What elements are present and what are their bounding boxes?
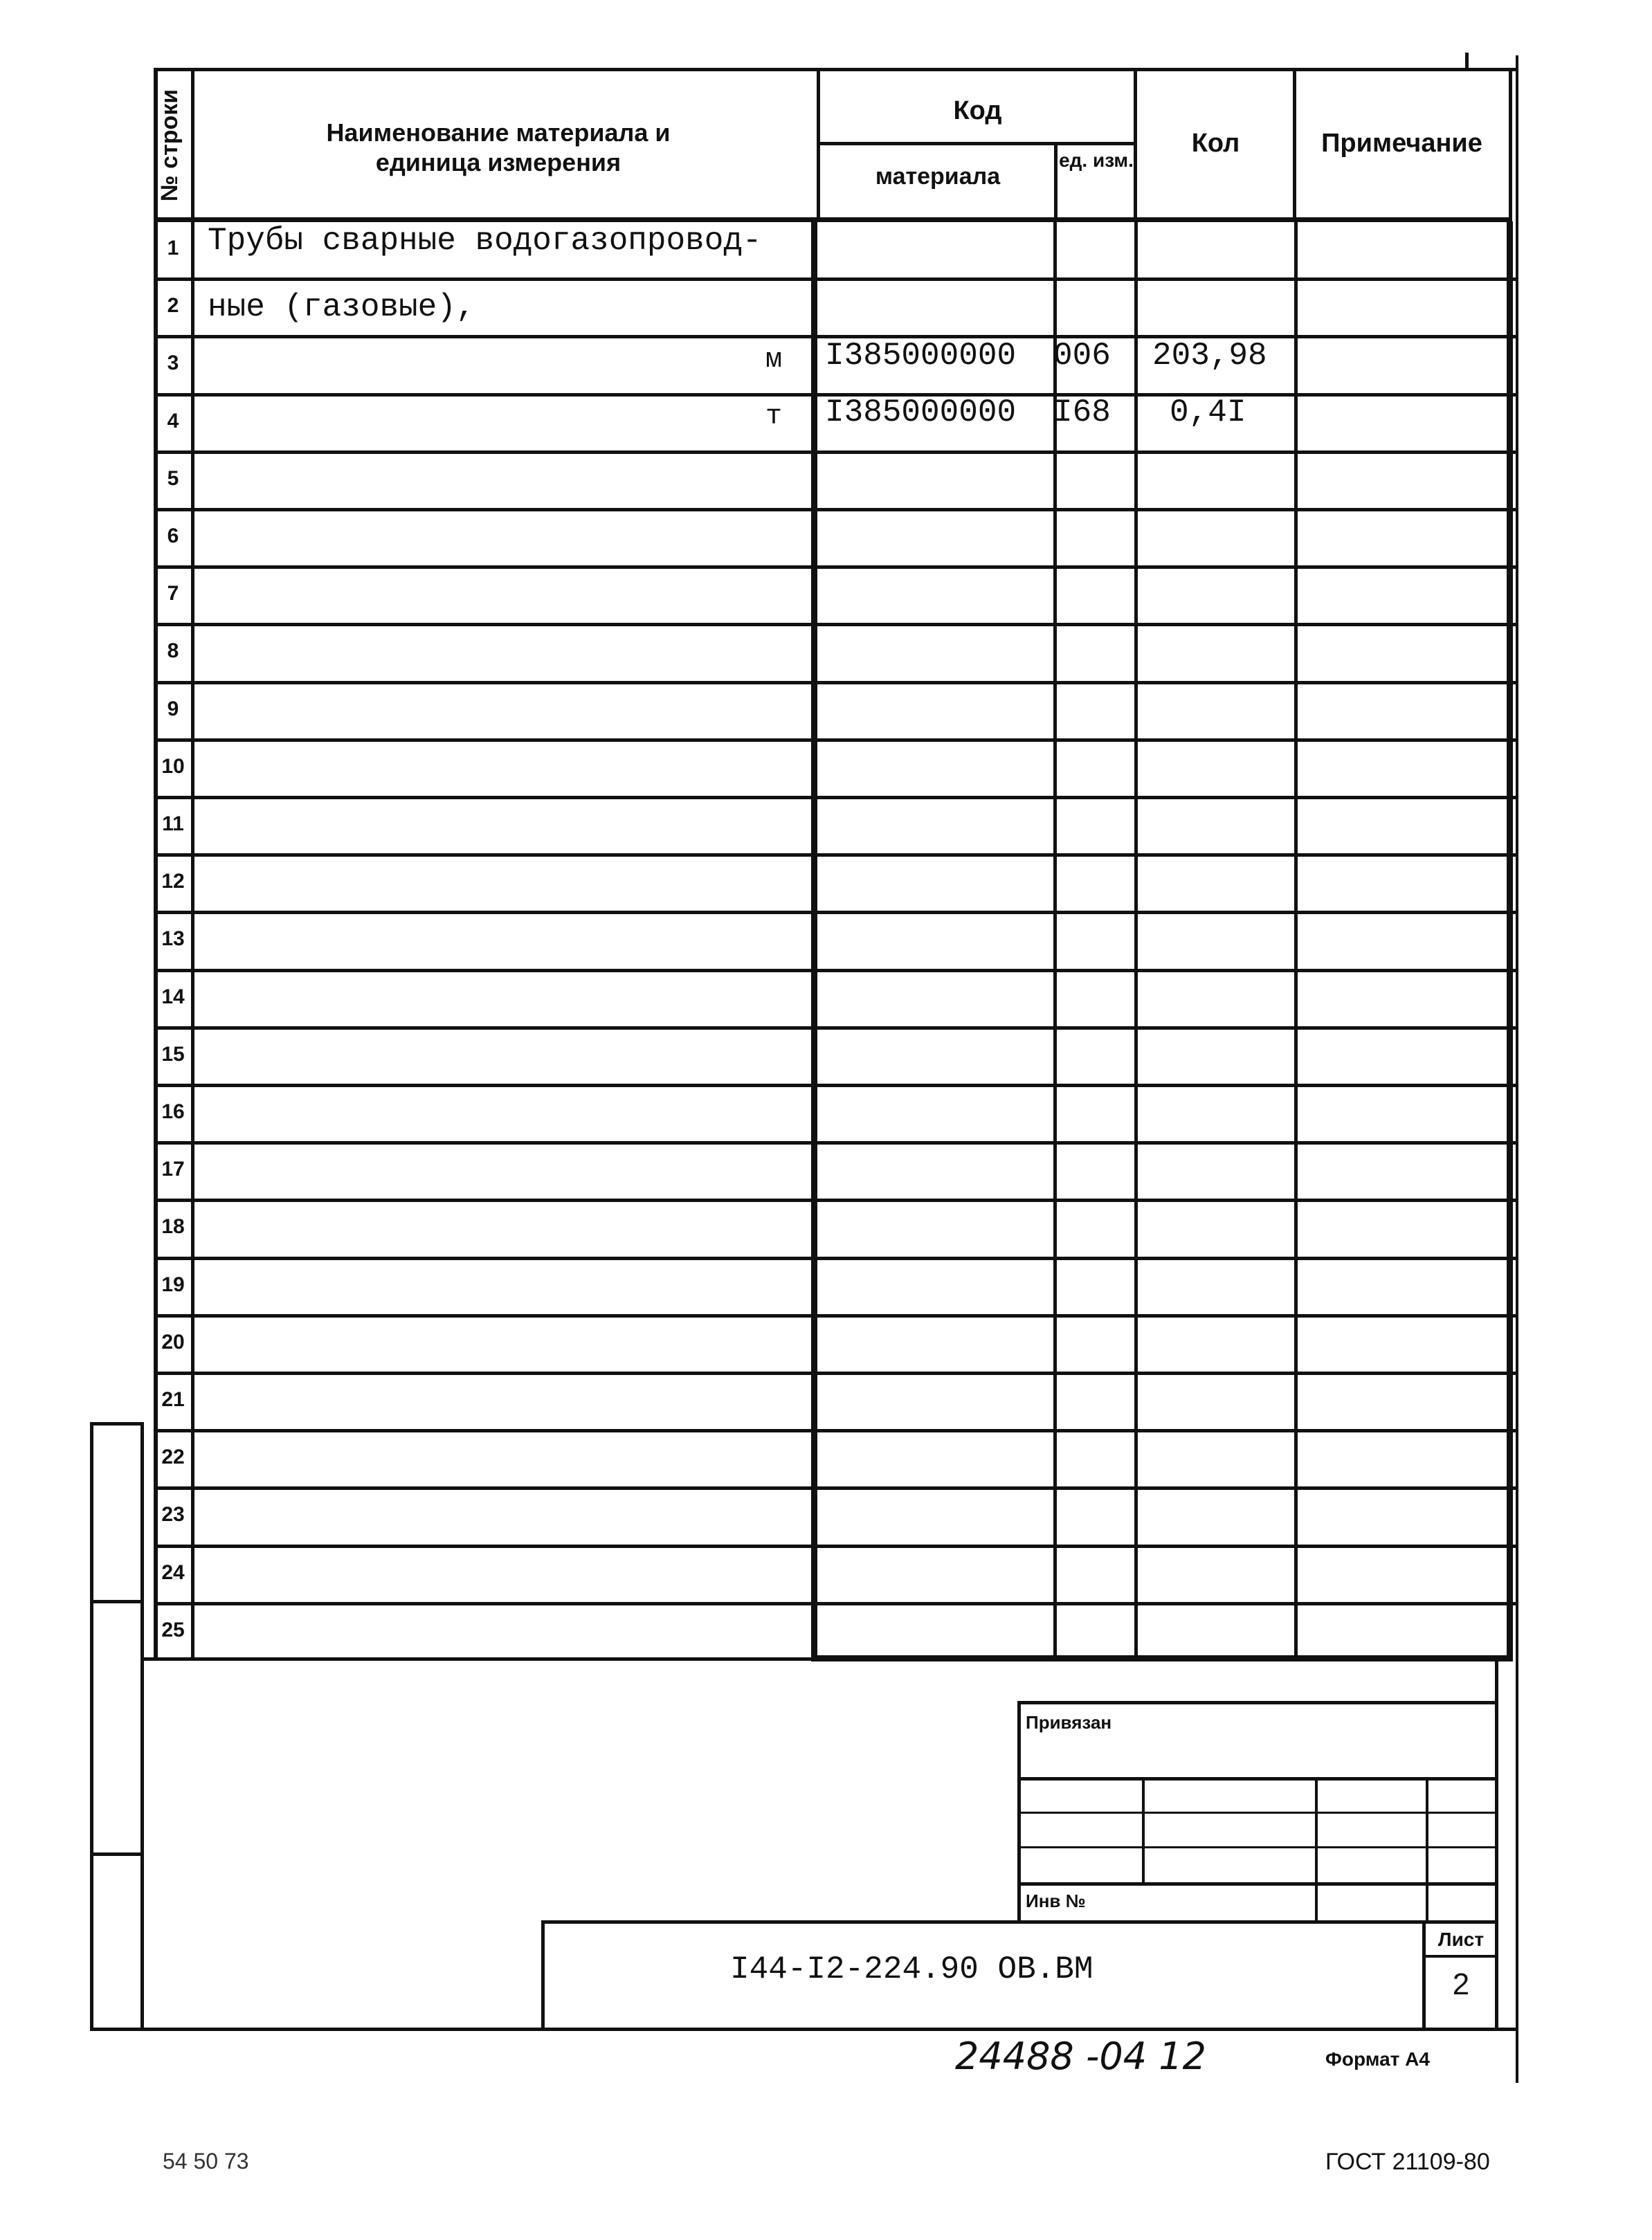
row-separator [154, 1084, 1516, 1087]
row-separator [154, 1026, 1516, 1030]
row-3-unit-label: м [765, 345, 783, 376]
row-number: 1 [167, 237, 179, 259]
row-separator [154, 1199, 1516, 1202]
gost-label: ГОСТ 21109-80 [1325, 2149, 1490, 2175]
row-separator [154, 1486, 1516, 1490]
row-number: 10 [161, 755, 185, 778]
header-code: Код [953, 96, 1002, 125]
row-number: 21 [161, 1388, 185, 1411]
row-separator [154, 450, 1516, 454]
row-2-name: ные (газовые), [208, 289, 475, 325]
row-separator [154, 738, 1516, 742]
inventory-number-label: Инв № [1026, 1891, 1086, 1911]
bottom-left-border [140, 1422, 144, 2031]
document-code: I44-I2-224.90 ОВ.ВМ [730, 1951, 1093, 1987]
row-separator [154, 969, 1516, 972]
row-separator [154, 277, 1516, 281]
row-number: 20 [161, 1331, 185, 1354]
row-separator [154, 1372, 1516, 1375]
row-number: 13 [161, 927, 185, 950]
row-4-unit-label: т [765, 401, 783, 432]
header-code-unit: ед. изм. [1059, 149, 1134, 171]
row-3-unit-code: 006 [1053, 338, 1111, 374]
row-number: 7 [167, 582, 179, 605]
row-number: 25 [161, 1619, 185, 1641]
row-separator [154, 623, 1516, 626]
row-separator [154, 911, 1516, 914]
header-qty: Кол [1191, 129, 1240, 158]
row-number: 18 [161, 1215, 185, 1238]
row-separator [154, 796, 1516, 799]
header-code-material: материала [875, 163, 1001, 190]
row-number: 12 [161, 870, 185, 893]
row-number: 14 [161, 985, 185, 1008]
row-separator [154, 1314, 1516, 1318]
row-separator [154, 853, 1516, 857]
sheet-number: 2 [1452, 1967, 1470, 2001]
stamp-number: 24488 -04 12 [955, 2034, 1207, 2078]
row-separator [154, 565, 1516, 569]
row-3-material-code: I385000000 [825, 338, 1017, 374]
footer-rule [90, 2028, 1517, 2031]
row-4-unit-code: I68 [1053, 394, 1111, 430]
row-separator [154, 1141, 1516, 1145]
row-number: 24 [161, 1561, 185, 1584]
row-number: 11 [162, 812, 184, 835]
row-number: 19 [161, 1273, 185, 1296]
format-label: Формат А4 [1325, 2048, 1430, 2070]
row-number: 6 [167, 525, 179, 547]
row-number: 4 [167, 410, 179, 432]
row-number: 15 [161, 1043, 185, 1066]
row-number: 2 [167, 294, 179, 317]
row-separator [154, 508, 1516, 511]
row-4-material-code: I385000000 [825, 394, 1017, 430]
row-separator [154, 1602, 1516, 1605]
row-number: 23 [161, 1503, 185, 1526]
left-code: 54 50 73 [163, 2149, 249, 2174]
row-separator [154, 681, 1516, 684]
header-material-name: Наименование материала и единица измерения [326, 118, 671, 177]
row-separator [154, 1545, 1516, 1548]
row-number: 9 [167, 698, 179, 720]
sheet-label: Лист [1437, 1929, 1485, 1950]
row-number: 22 [161, 1446, 185, 1468]
row-4-qty: 0,4I [1170, 394, 1246, 430]
row-number: 5 [167, 467, 179, 490]
row-number: 16 [161, 1100, 185, 1123]
row-separator [154, 1257, 1516, 1260]
header-row-number: № строки [156, 89, 183, 202]
row-number: 8 [167, 639, 179, 662]
row-3-qty: 203,98 [1152, 338, 1267, 374]
row-number: 17 [161, 1158, 185, 1181]
row-1-name: Трубы сварные водогазопровод- [208, 223, 762, 259]
row-separator [154, 1429, 1516, 1432]
header-note: Примечание [1321, 129, 1482, 158]
attached-label: Привязан [1026, 1712, 1112, 1733]
row-number: 3 [167, 352, 179, 374]
